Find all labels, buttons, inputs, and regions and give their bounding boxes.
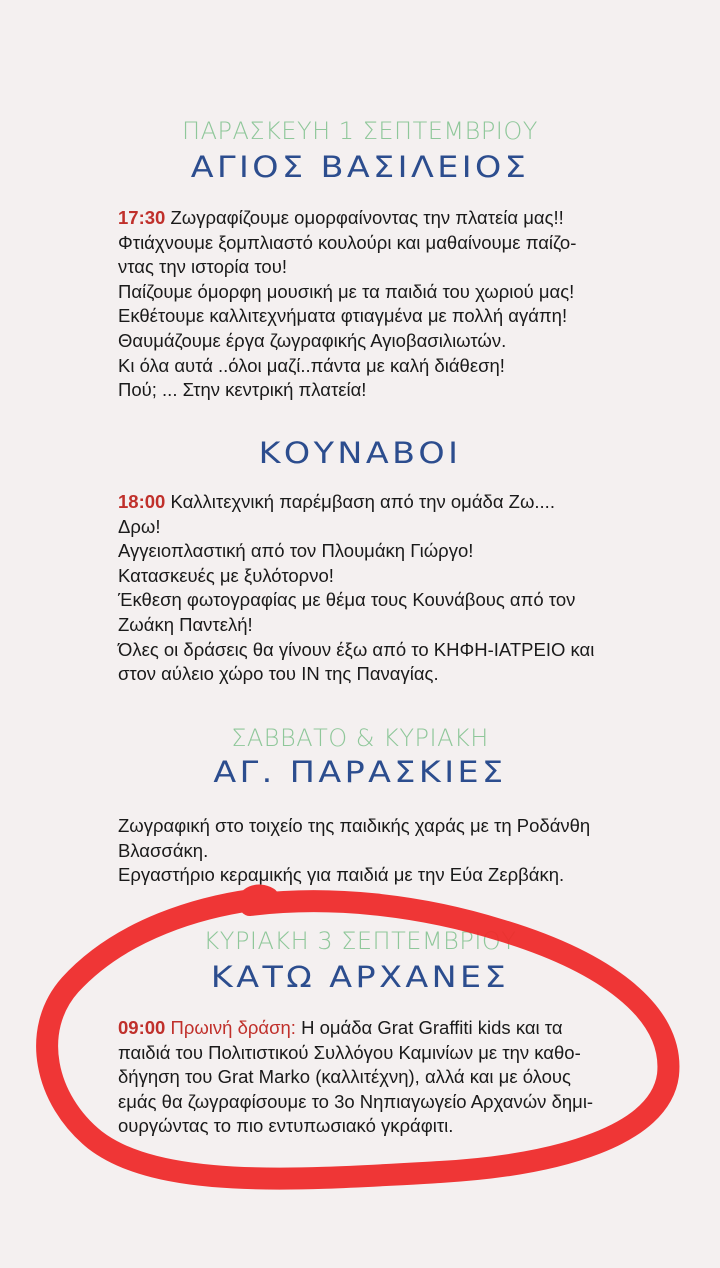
- text-line: δήγηση του Grat Marko (καλλιτέχνη), αλλά και με όλους: [118, 1066, 571, 1088]
- section-date: ΚΥΡΙΑΚΗ 3 ΣΕΠΤΕΜΒΡΙΟΥ: [203, 927, 517, 955]
- text-line: Θαυμάζουμε έργα ζωγραφικής Αγιοβασιλιωτών.: [118, 329, 507, 351]
- text-line: Καλλιτεχνική παρέμβαση από την ομάδα Ζω....: [170, 491, 555, 512]
- event-time: 18:00: [118, 491, 166, 512]
- section-place: ΚΑΤΩ ΑΡΧΑΝΕΣ: [210, 960, 510, 994]
- text-line: Κατασκευές με ξυλότορνο!: [118, 564, 334, 586]
- text-line: Η ομάδα Grat Graffiti kids και τα: [301, 1017, 563, 1038]
- section-place: ΑΓ. ΠΑΡΑΣΚΙΕΣ: [213, 755, 507, 789]
- text-line: Κι όλα αυτά ..όλοι μαζί..πάντα με καλή διάθεση!: [118, 354, 505, 376]
- text-line: στον αύλειο χώρο του ΙΝ της Παναγίας.: [118, 663, 439, 685]
- event-time: 17:30: [118, 207, 166, 228]
- text-line: ντας την ιστορία του!: [118, 256, 287, 278]
- text-line: Εργαστήριο κεραμικής για παιδιά με την Εύα Ζερβάκη.: [118, 864, 565, 886]
- section-place: ΚΟΥΝΑΒΟΙ: [258, 436, 462, 470]
- event-subtitle: Πρωινή δράση:: [170, 1017, 296, 1038]
- event-time: 09:00: [118, 1017, 166, 1038]
- text-line: εμάς θα ζωγραφίσουμε το 3ο Νηπιαγωγείο Αρχανών δημι-: [118, 1090, 594, 1112]
- text-line: Ζωάκη Παντελή!: [118, 613, 253, 635]
- section-date: ΣΑΒΒΑΤΟ & ΚΥΡΙΑΚΗ: [231, 724, 489, 752]
- text-line: Εκθέτουμε καλλιτεχνήματα φτιαγμένα με πολλή αγάπη!: [118, 305, 568, 327]
- section-date: ΠΑΡΑΣΚΕΥΗ 1 ΣΕΠΤΕΜΒΡΙΟΥ: [182, 117, 538, 145]
- text-line: Έκθεση φωτογραφίας με θέμα τους Κουνάβους από τον: [118, 589, 576, 611]
- text-line: παιδιά του Πολιτιστικού Συλλόγου Καμινίων με την καθο-: [118, 1041, 581, 1063]
- text-line: Ζωγραφική στο τοιχείο της παιδικής χαράς με τη Ροδάνθη: [118, 815, 591, 836]
- section-place: ΑΓΙΟΣ ΒΑΣΙΛΕΙΟΣ: [190, 150, 530, 184]
- text-line: Παίζουμε όμορφη μουσική με τα παιδιά του χωριού μας!: [118, 280, 575, 302]
- text-line: Ζωγραφίζουμε ομορφαίνοντας την πλατεία μας!!: [170, 207, 564, 228]
- text-line: Πού; ... Στην κεντρική πλατεία!: [118, 379, 367, 401]
- text-line: Όλες οι δράσεις θα γίνουν έξω από το ΚΗΦΗ-ΙΑΤΡΕΙΟ και: [118, 638, 595, 660]
- text-line: Φτιάχνουμε ξομπλιαστό κουλούρι και μαθαίνουμε παίζο-: [118, 231, 577, 253]
- text-line: ουργώντας το πιο εντυπωσιακό γκράφιτι.: [118, 1115, 454, 1137]
- text-line: Αγγειοπλαστική από τον Πλουμάκη Γιώργο!: [118, 540, 474, 562]
- text-line: Δρω!: [118, 515, 161, 537]
- text-line: Βλασσάκη.: [118, 839, 209, 861]
